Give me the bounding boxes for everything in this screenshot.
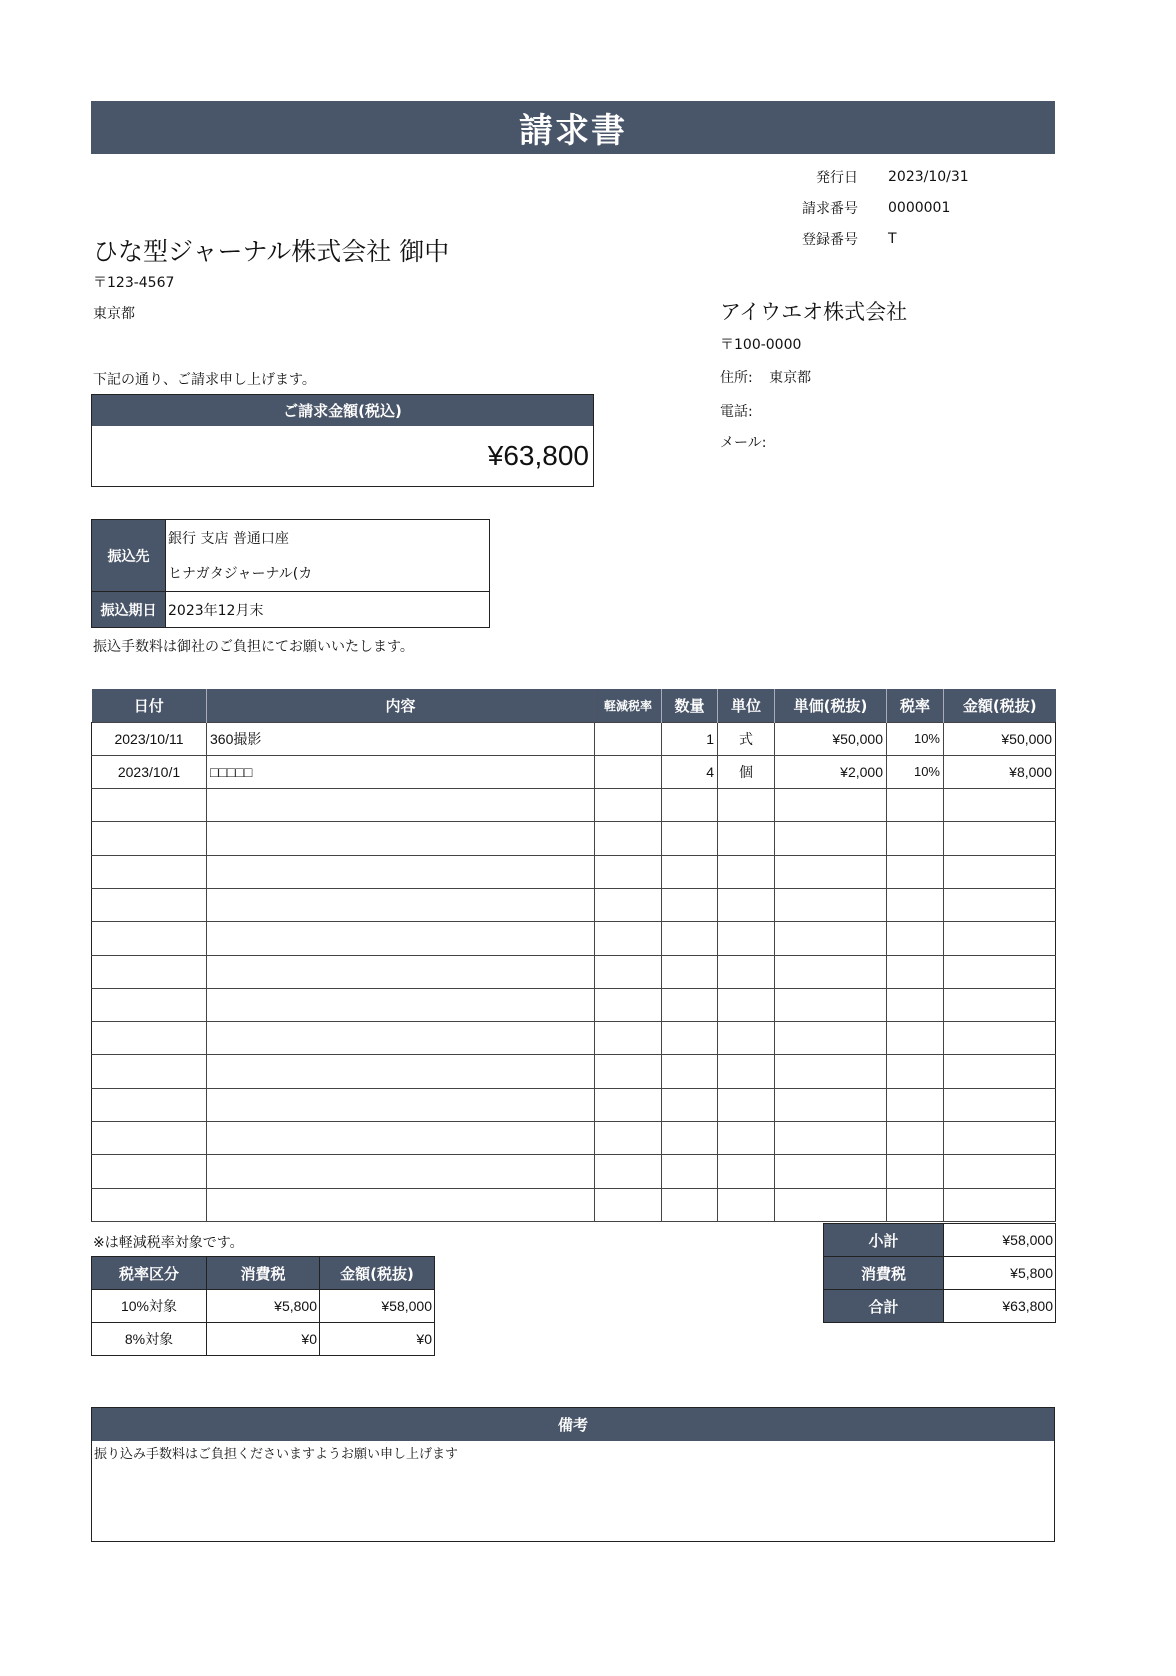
item-unit-price [775,1155,887,1188]
item-tax-rate [887,955,944,988]
item-amount [944,955,1056,988]
table-row [92,822,1056,855]
sender-address: 東京都 [769,370,812,386]
table-row [92,722,1056,755]
item-unit [718,1022,775,1055]
item-unit [718,955,775,988]
item-date [92,955,207,988]
table-row [92,1155,1056,1188]
item-description: 360撮影 [207,722,595,755]
item-date [92,1055,207,1088]
col-quantity: 数量 [662,689,718,722]
item-tax-rate [887,855,944,888]
amount-excl-tax: ¥58,000 [320,1290,435,1323]
item-unit [718,1122,775,1155]
subtotal-label: 小計 [824,1224,944,1257]
item-unit: 式 [718,722,775,755]
item-unit-price [775,1022,887,1055]
tax-summary-row [92,1290,435,1323]
item-unit-price: ¥2,000 [775,755,887,788]
subtotal-row [824,1224,1056,1257]
item-reduced-tax [595,1188,662,1221]
item-date [92,1155,207,1188]
bank-transfer-table [91,519,490,628]
greeting-text: 下記の通り、ご請求申し上げます。 [93,372,316,388]
item-description [207,789,595,822]
item-unit [718,789,775,822]
item-date [92,822,207,855]
item-unit [718,922,775,955]
item-unit [718,855,775,888]
item-amount [944,888,1056,921]
table-row [92,855,1056,888]
item-tax-rate [887,1088,944,1121]
item-unit-price [775,789,887,822]
sender-postal: 〒100-0000 [720,337,802,353]
item-quantity [662,1188,718,1221]
invoice-number-row [780,193,1080,223]
sender-name: アイウエオ株式会社 [720,300,908,324]
table-row [92,922,1056,955]
item-tax-rate: 10% [887,722,944,755]
col-unit-price: 単価(税抜) [775,689,887,722]
item-tax-rate [887,822,944,855]
registration-number-label: 登録番号 [802,232,858,248]
amount-due-label: ご請求金額(税込) [92,395,593,426]
item-unit-price [775,1088,887,1121]
sender-address-label: 住所: [720,370,753,386]
item-unit-price [775,1122,887,1155]
tax-label: 消費税 [824,1257,944,1290]
item-unit-price [775,922,887,955]
item-unit-price [775,1055,887,1088]
item-date [92,888,207,921]
col-amount: 金額(税抜) [962,696,1037,715]
item-unit-price: ¥50,000 [775,722,887,755]
tax-summary-table [91,1256,435,1356]
tax-category: 10%対象 [92,1290,207,1323]
item-tax-rate [887,922,944,955]
tax-row [824,1257,1056,1290]
item-unit-price [775,1188,887,1221]
item-date [92,789,207,822]
remarks-box [91,1407,1055,1542]
table-row [92,755,1056,788]
transfer-dest-line2: ヒナガタジャーナル(カ [166,556,490,592]
item-quantity [662,888,718,921]
item-quantity [662,855,718,888]
item-tax-rate [887,1188,944,1221]
col-tax-rate: 税率 [887,689,944,722]
col-description: 内容 [207,689,595,722]
subtotal-value: ¥58,000 [944,1224,1056,1257]
remarks-label: 備考 [92,1408,1054,1441]
table-row [92,789,1056,822]
item-reduced-tax [595,888,662,921]
item-description [207,955,595,988]
item-description [207,822,595,855]
client-postal: 〒123-4567 [93,275,175,291]
item-tax-rate [887,1122,944,1155]
item-reduced-tax [595,1055,662,1088]
table-row [92,888,1056,921]
item-reduced-tax [595,955,662,988]
remarks-text: 振り込み手数料はご負担くださいますようお願い申し上げます [94,1447,459,1462]
amount-due-box [91,394,594,487]
item-reduced-tax [595,822,662,855]
item-quantity [662,1122,718,1155]
transfer-fee-note: 振込手数料は御社のご負担にてお願いいたします。 [93,639,414,655]
transfer-due-label: 振込期日 [92,592,166,628]
sender-address-row [720,367,811,387]
item-amount [944,1188,1056,1221]
item-amount [944,1155,1056,1188]
item-reduced-tax [595,722,662,755]
item-tax-rate [887,1155,944,1188]
item-amount [944,1022,1056,1055]
item-date [92,1122,207,1155]
item-description [207,1188,595,1221]
item-description [207,1088,595,1121]
item-tax-rate [887,789,944,822]
document-title: 請求書 [91,101,1055,154]
item-tax-rate [887,988,944,1021]
item-unit: 個 [718,755,775,788]
item-tax-rate [887,1055,944,1088]
item-unit-price [775,822,887,855]
item-amount [944,822,1056,855]
item-reduced-tax [595,755,662,788]
item-description [207,888,595,921]
item-reduced-tax [595,1022,662,1055]
transfer-dest-label: 振込先 [92,520,166,592]
sender-phone-row [720,401,753,421]
item-description [207,855,595,888]
item-amount: ¥8,000 [944,755,1056,788]
issue-date-row [780,162,1080,192]
table-row [92,988,1056,1021]
item-date: 2023/10/1 [92,755,207,788]
registration-number-value: T [888,231,897,247]
item-quantity: 4 [662,755,718,788]
item-unit [718,822,775,855]
col-amount-excl-tax: 金額(税抜) [320,1257,435,1290]
item-reduced-tax [595,1122,662,1155]
line-items-header [92,689,1056,722]
item-date [92,988,207,1021]
item-reduced-tax [595,1155,662,1188]
item-quantity [662,822,718,855]
col-reduced-tax: 軽減税率 [595,689,662,722]
item-description [207,988,595,1021]
tax-summary-header [92,1257,435,1290]
registration-number-row [780,224,1080,254]
item-unit-price [775,955,887,988]
item-unit [718,888,775,921]
invoice-number-value: 0000001 [888,200,951,216]
total-row [824,1290,1056,1323]
item-unit [718,1088,775,1121]
sender-phone-label: 電話: [720,404,753,420]
item-tax-rate [887,888,944,921]
table-row [92,1188,1056,1221]
item-amount: ¥50,000 [944,722,1056,755]
item-amount [944,855,1056,888]
client-name: ひな型ジャーナル株式会社 御中 [93,237,450,266]
item-amount [944,988,1056,1021]
item-quantity [662,789,718,822]
col-consumption-tax: 消費税 [207,1257,320,1290]
item-date [92,1022,207,1055]
client-address: 東京都 [93,306,135,322]
item-tax-rate: 10% [887,755,944,788]
item-unit-price [775,988,887,1021]
item-description [207,1055,595,1088]
item-reduced-tax [595,789,662,822]
item-description [207,1155,595,1188]
item-unit-price [775,855,887,888]
item-unit [718,1055,775,1088]
issue-date-value: 2023/10/31 [888,169,969,185]
item-date [92,1188,207,1221]
item-unit [718,1155,775,1188]
item-amount [944,1088,1056,1121]
item-amount [944,1122,1056,1155]
amount-excl-tax: ¥0 [320,1323,435,1356]
issue-date-label: 発行日 [816,170,858,186]
tax-summary-row [92,1323,435,1356]
table-row [92,955,1056,988]
table-row [92,1022,1056,1055]
invoice-number-label: 請求番号 [802,201,858,217]
item-reduced-tax [595,922,662,955]
amount-due-value: ¥63,800 [487,440,589,471]
total-value: ¥63,800 [944,1290,1056,1323]
item-date: 2023/10/11 [92,722,207,755]
item-quantity [662,1155,718,1188]
item-quantity [662,1088,718,1121]
table-row [92,1055,1056,1088]
item-unit [718,1188,775,1221]
item-reduced-tax [595,1088,662,1121]
consumption-tax: ¥5,800 [207,1290,320,1323]
table-row [92,1088,1056,1121]
reduced-tax-note: ※は軽減税率対象です。 [93,1235,244,1251]
item-unit [718,988,775,1021]
item-description: □□□□□ [207,755,595,788]
item-date [92,922,207,955]
item-amount [944,789,1056,822]
transfer-dest-line1: 銀行 支店 普通口座 [166,520,490,556]
item-quantity [662,1022,718,1055]
item-quantity [662,1055,718,1088]
sender-email-row [720,432,766,452]
item-quantity [662,922,718,955]
item-quantity: 1 [662,722,718,755]
sender-email-label: メール: [720,435,767,451]
transfer-due-value: 2023年12月末 [166,592,490,628]
item-quantity [662,988,718,1021]
col-date: 日付 [92,689,207,722]
totals-table [823,1223,1056,1323]
tax-category: 8%対象 [92,1323,207,1356]
line-items-table [91,689,1056,1222]
item-date [92,1088,207,1121]
item-amount [944,1055,1056,1088]
table-row [92,1122,1056,1155]
item-reduced-tax [595,855,662,888]
item-description [207,1122,595,1155]
item-description [207,1022,595,1055]
item-unit-price [775,888,887,921]
item-date [92,855,207,888]
tax-value: ¥5,800 [944,1257,1056,1290]
col-unit: 単位 [718,689,775,722]
col-tax-category: 税率区分 [92,1257,207,1290]
item-amount [944,922,1056,955]
item-reduced-tax [595,988,662,1021]
item-quantity [662,955,718,988]
total-label: 合計 [824,1290,944,1323]
consumption-tax: ¥0 [207,1323,320,1356]
item-tax-rate [887,1022,944,1055]
item-description [207,922,595,955]
